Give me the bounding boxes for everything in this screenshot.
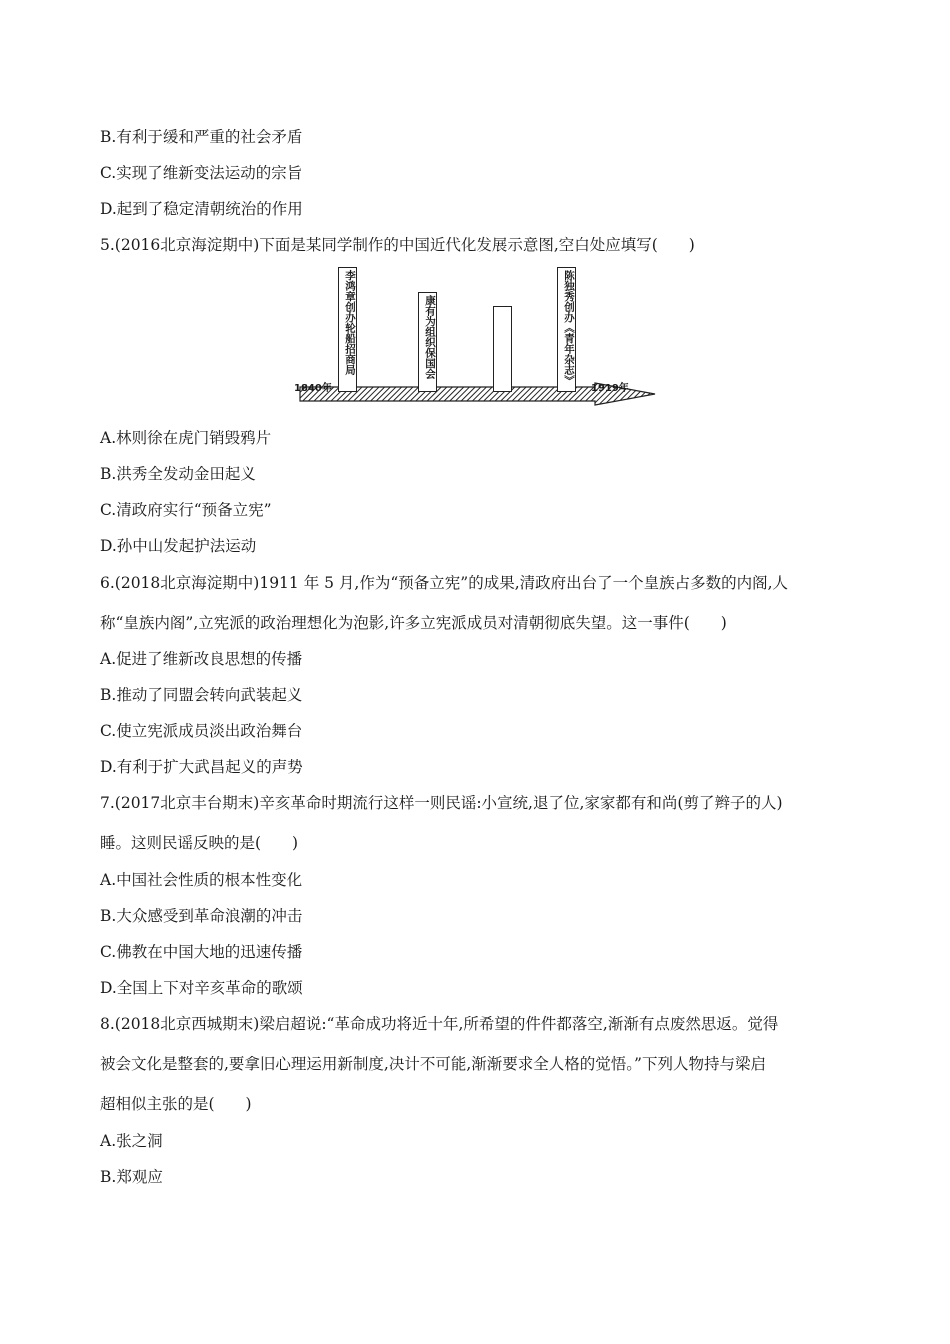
q7-option-b: B.大众感受到革命浪潮的冲击 (100, 907, 303, 925)
q7-option-a: A.中国社会性质的根本性变化 (100, 871, 303, 889)
q8-option-b: B.郑观应 (100, 1168, 163, 1186)
q8-stem-line-1: 8.(2018北京西城期末)梁启超说:“革命成功将近十年,所希望的件件都落空,渐渐有点废然思返。觉得 (100, 1015, 779, 1033)
q4-option-b: B.有利于缓和严重的社会矛盾 (100, 128, 303, 146)
q5-option-c: C.清政府实行“预备立宪” (100, 501, 272, 519)
timeline-label-kang-youwei: 康有为组织保国会 (418, 292, 437, 392)
q4-option-c: C.实现了维新变法运动的宗旨 (100, 164, 303, 182)
timeline-blank-box (493, 306, 512, 392)
q5-option-d: D.孙中山发起护法运动 (100, 537, 257, 555)
q8-stem-line-3: 超相似主张的是( ) (100, 1095, 252, 1113)
q7-stem-line-2: 睡。这则民谣反映的是( ) (100, 834, 299, 852)
timeline-label-li-hongzhang: 李鸿章创办轮船招商局 (338, 267, 357, 392)
q6-option-a: A.促进了维新改良思想的传播 (100, 650, 303, 668)
q6-stem-line-1: 6.(2018北京海淀期中)1911 年 5 月,作为“预备立宪”的成果,清政府出台了一个皇族占多数的内阁,人 (100, 574, 789, 592)
q4-option-d: D.起到了稳定清朝统治的作用 (100, 200, 303, 218)
q6-stem-line-2: 称“皇族内阁”,立宪派的政治理想化为泡影,许多立宪派成员对清朝彻底失望。这一事件( ) (100, 614, 727, 632)
timeline-label-chen-duxiu: 陈独秀创办《青年杂志》 (557, 267, 576, 392)
q6-option-c: C.使立宪派成员淡出政治舞台 (100, 722, 303, 740)
q6-option-b: B.推动了同盟会转向武装起义 (100, 686, 303, 704)
timeline-start-year: 1840年 (294, 383, 332, 394)
q7-option-d: D.全国上下对辛亥革命的歌颂 (100, 979, 303, 997)
timeline-end-year: 1919年 (591, 383, 629, 394)
q6-option-d: D.有利于扩大武昌起义的声势 (100, 758, 303, 776)
q8-stem-line-2: 被会文化是整套的,要拿旧心理运用新制度,决计不可能,渐渐要求全人格的觉悟。”下列人物持与梁启 (100, 1055, 766, 1073)
q5-option-b: B.洪秀全发动金田起义 (100, 465, 256, 483)
q7-option-c: C.佛教在中国大地的迅速传播 (100, 943, 303, 961)
q7-stem-line-1: 7.(2017北京丰台期末)辛亥革命时期流行这样一则民谣:小宣统,退了位,家家都有和尚(剪了辫子的人) (100, 794, 783, 812)
q5-option-a: A.林则徐在虎门销毁鸦片 (100, 429, 272, 447)
q5-timeline-diagram (285, 262, 665, 412)
q8-option-a: A.张之洞 (100, 1132, 163, 1150)
q5-stem: 5.(2016北京海淀期中)下面是某同学制作的中国近代化发展示意图,空白处应填写( ) (100, 236, 695, 254)
